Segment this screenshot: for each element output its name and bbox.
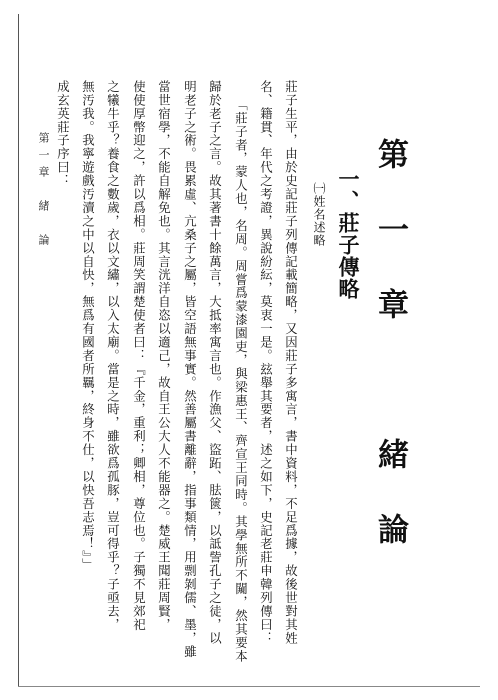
body-column: 名、籍貫、年代之考證，異說紛紜，莫衷一是。玆舉其要者，述之如下，史記老莊申韓列傳曰： — [258, 80, 274, 645]
body-column: 當世宿學，不能自解免也。其言洸洋自恣以適己，故自王公大人不能器之。楚威王聞莊周賢， — [156, 80, 172, 632]
page-edge-line — [18, 14, 19, 686]
subsection-title: ㈠姓名述略 — [312, 182, 326, 247]
running-head: 第一章 緒 論 — [37, 132, 50, 251]
body-column: 「莊子者，蒙人也，名周。周嘗爲蒙漆園吏，與梁惠王、齊宣王同時。其學無所不闚，然其要本 — [233, 98, 249, 663]
section-title: 一、莊子傳略 — [336, 168, 361, 300]
body-column: 之犧牛乎？養食之數歲，衣以文繡，以入太廟。當是之時，雖欲爲孤豚，豈可得乎？子亟去， — [105, 80, 121, 632]
body-column: 無汚我。我寧遊戲汚瀆之中以自快，無爲有國者所羈，終身不仕，以快吾志焉！』」 — [80, 80, 96, 572]
body-column: 明老子之術。畏累虛、亢桑子之屬，皆空語無事實。然善屬書離辭，指事類情，用剽剝儒、墨，雖 — [182, 80, 198, 659]
chapter-title: 第一章 緒論 — [372, 138, 408, 588]
body-column: 歸於老子之言。故其著書十餘萬言，大抵率寓言也。作漁父、盜跖、胠篋，以詆訾孔子之徒，以 — [207, 80, 223, 645]
body-column: 莊子生平，由於史記莊子列傳記載簡略，又因莊子多寓言，書中資料，不足爲據，故後世對其姓 — [283, 80, 299, 645]
body-column: 使使厚幣迎之，許以爲相。莊周笑謂楚使者曰：『千金，重利；卿相，尊位也。子獨不見郊祀 — [131, 80, 147, 632]
body-column: 成玄英莊子序曰： — [55, 80, 71, 188]
page-bottom-edge — [18, 686, 480, 687]
